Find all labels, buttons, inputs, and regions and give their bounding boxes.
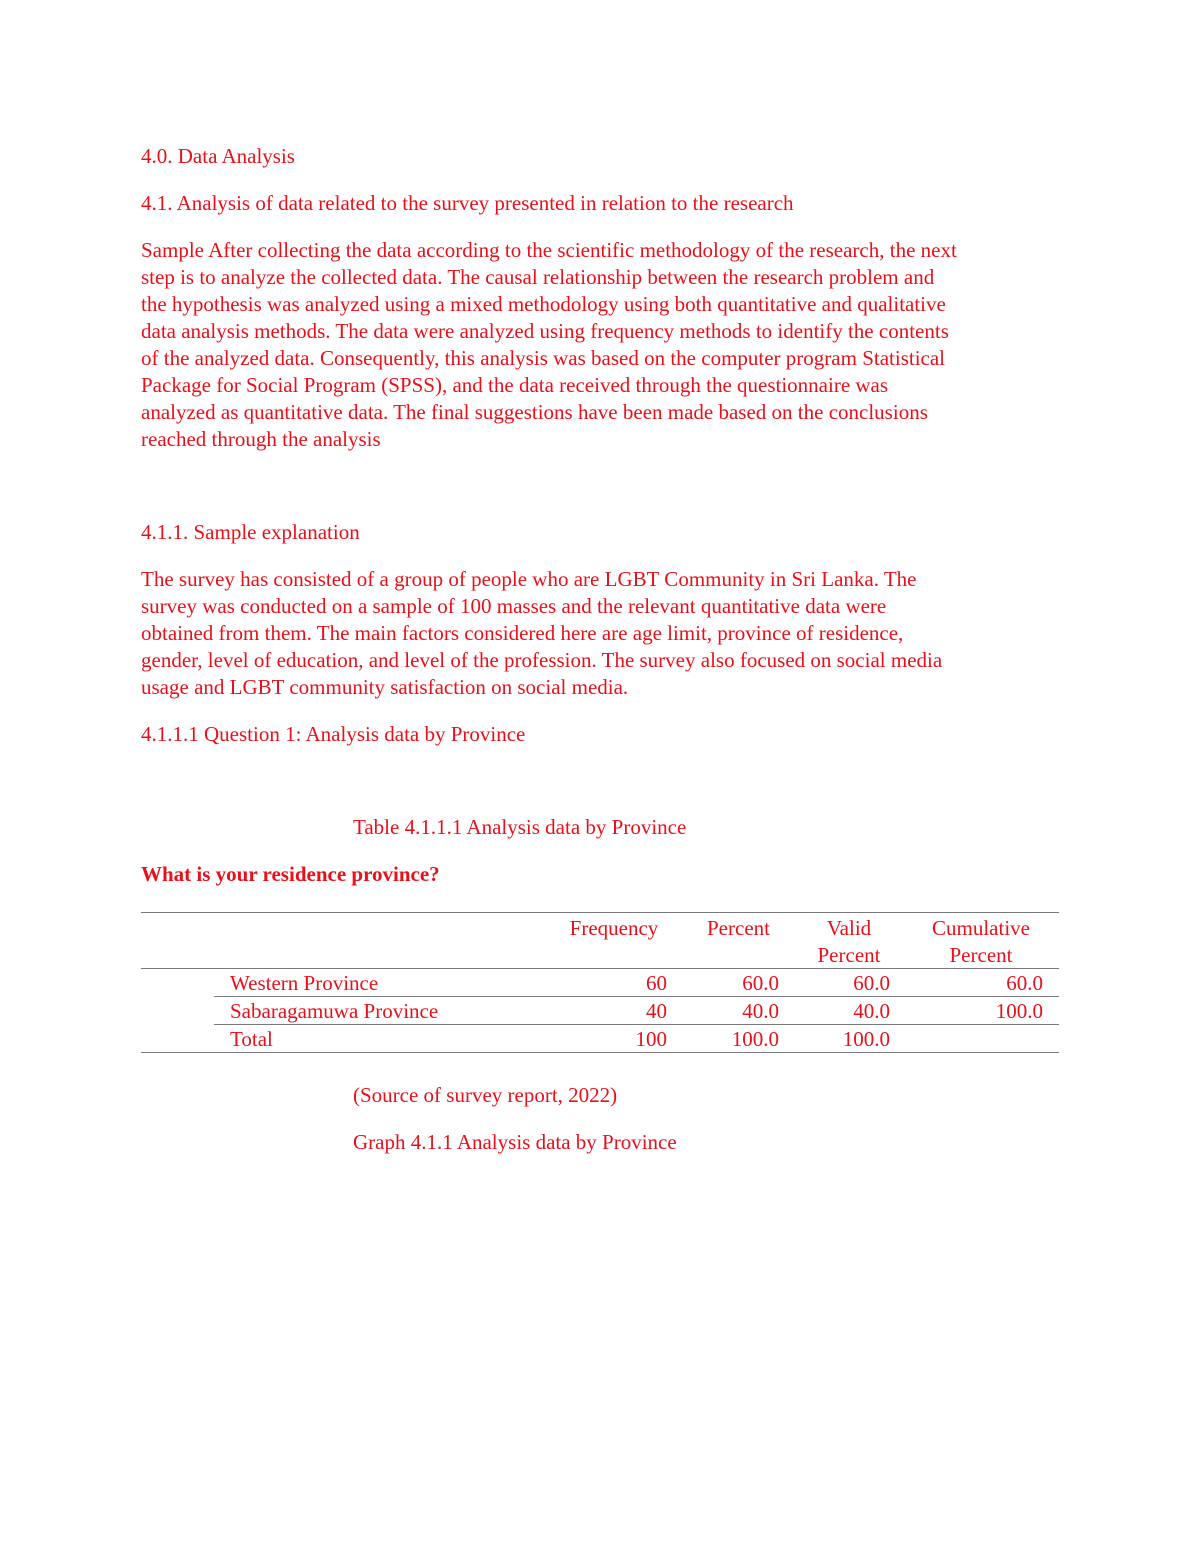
paragraph-line: the hypothesis was analyzed using a mixed methodology using both quantitative and qualitative — [141, 292, 946, 316]
heading-sample-explanation: 4.1.1. Sample explanation — [141, 520, 360, 544]
row-label: Western Province — [230, 971, 379, 995]
source-note: (Source of survey report, 2022) — [353, 1083, 618, 1107]
paragraph-line: data analysis methods. The data were analyzed using frequency methods to identify the contents — [141, 319, 949, 343]
header-valid-percent-line2: Percent — [817, 943, 881, 967]
cell-valid-percent: 100.0 — [842, 1027, 890, 1051]
paragraph-line: usage and LGBT community satisfaction on social media. — [141, 675, 629, 699]
paragraph-line: obtained from them. The main factors considered here are age limit, province of residence, — [141, 621, 904, 645]
heading-question-1: 4.1.1.1 Question 1: Analysis data by Province — [141, 722, 526, 746]
cell-frequency: 60 — [646, 971, 667, 995]
cell-cumulative-percent: 60.0 — [1006, 971, 1043, 995]
cell-cumulative-percent: 100.0 — [995, 999, 1043, 1023]
paragraph-line: survey was conducted on a sample of 100 masses and the relevant quantitative data were — [141, 594, 887, 618]
header-cumulative-percent-line2: Percent — [949, 943, 1013, 967]
table-top-rule — [141, 912, 1059, 913]
paragraph-line: of the analyzed data. Consequently, this analysis was based on the computer program Statistical — [141, 346, 946, 370]
row-label: Total — [230, 1027, 273, 1051]
cell-percent: 60.0 — [742, 971, 779, 995]
cell-frequency: 100 — [635, 1027, 667, 1051]
row-label: Sabaragamuwa Province — [230, 999, 439, 1023]
question-text: What is your residence province? — [141, 862, 440, 886]
heading-data-analysis: 4.0. Data Analysis — [141, 144, 295, 168]
graph-caption: Graph 4.1.1 Analysis data by Province — [353, 1130, 677, 1154]
header-frequency: Frequency — [569, 916, 659, 940]
cell-valid-percent: 60.0 — [853, 971, 890, 995]
header-valid-percent-line1: Valid — [826, 916, 872, 940]
table-caption: Table 4.1.1.1 Analysis data by Province — [353, 815, 687, 839]
cell-valid-percent: 40.0 — [853, 999, 890, 1023]
paragraph-methodology — [141, 237, 957, 453]
paragraph-line: gender, level of education, and level of the profession. The survey also focused on social media — [141, 648, 943, 672]
paragraph-line: analyzed as quantitative data. The final suggestions have been made based on the conclusions — [141, 400, 928, 424]
cell-frequency: 40 — [646, 999, 667, 1023]
heading-survey-analysis: 4.1. Analysis of data related to the survey presented in relation to the research — [141, 191, 794, 215]
paragraph-sample — [141, 566, 942, 701]
header-cumulative-percent-line1: Cumulative — [932, 916, 1030, 940]
cell-percent: 100.0 — [731, 1027, 779, 1051]
cell-percent: 40.0 — [742, 999, 779, 1023]
paragraph-line: Package for Social Program (SPSS), and the data received through the questionnaire was — [141, 373, 889, 397]
paragraph-line: reached through the analysis — [141, 427, 381, 451]
paragraph-line: The survey has consisted of a group of people who are LGBT Community in Sri Lanka. The — [141, 567, 917, 591]
header-percent: Percent — [707, 916, 770, 940]
paragraph-line: step is to analyze the collected data. The causal relationship between the research problem and — [141, 265, 935, 289]
paragraph-line: Sample After collecting the data according to the scientific methodology of the research, the next — [141, 238, 957, 262]
